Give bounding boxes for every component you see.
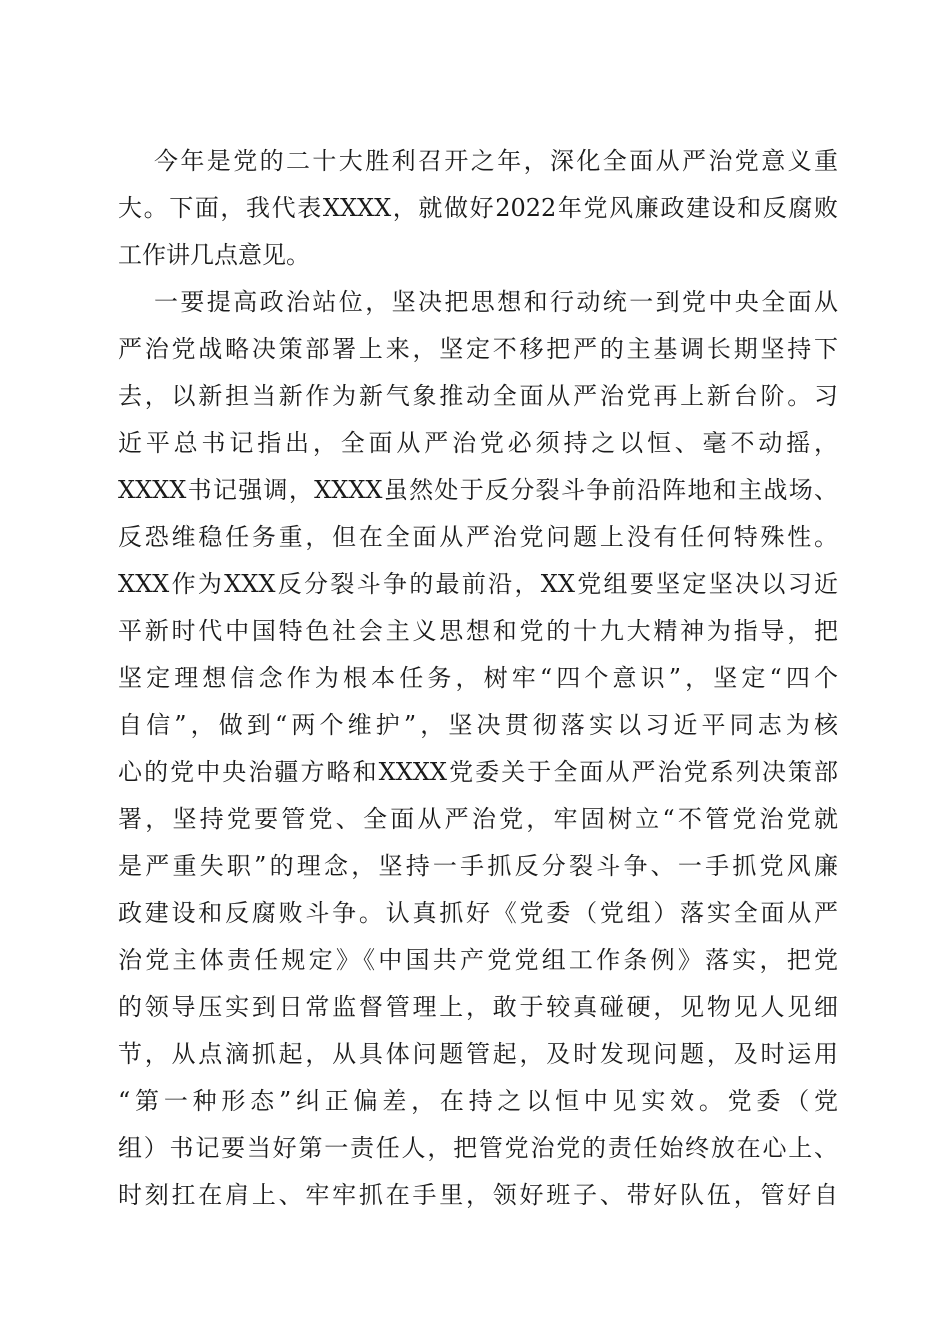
text-line: 今年是党的二十大胜利召开之年，深化全面从严治党意义重 (154, 147, 838, 175)
text-line: 政建设和反腐败斗争。认真抓好《党委（党组）落实全面从严 (118, 899, 838, 927)
text-line: 是严重失职”的理念，坚持一手抓反分裂斗争、一手抓党风廉 (118, 852, 838, 880)
text-line: 治党主体责任规定》《中国共产党党组工作条例》落实，把党 (118, 946, 838, 974)
text-line: 时刻扛在肩上、牢牢抓在手里，领好班子、带好队伍，管好自 (118, 1181, 838, 1209)
text-line: 署，坚持党要管党、全面从严治党，牢固树立“不管党治党就 (118, 805, 838, 833)
text-line: 一要提高政治站位，坚决把思想和行动统一到党中央全面从 (154, 288, 838, 316)
text-line: “第一种形态”纠正偏差，在持之以恒中见实效。党委（党 (118, 1087, 838, 1115)
text-line: 严治党战略决策部署上来，坚定不移把严的主基调长期坚持下 (118, 335, 838, 363)
paragraph-intro (118, 138, 838, 279)
text-line: 自信”，做到“两个维护”，坚决贯彻落实以习近平同志为核 (118, 711, 838, 739)
text-line: 心的党中央治疆方略和XXXX党委关于全面从严治党系列决策部 (118, 758, 838, 786)
text-line: XXXX书记强调，XXXX虽然处于反分裂斗争前沿阵地和主战场、 (118, 476, 838, 504)
text-line: 近平总书记指出，全面从严治党必须持之以恒、毫不动摇， (118, 429, 838, 457)
text-line: XXX作为XXX反分裂斗争的最前沿，XX党组要坚定坚决以习近 (118, 570, 838, 598)
text-line (118, 1219, 838, 1266)
text-line: 工作讲几点意见。 (118, 241, 310, 269)
text-line: 平新时代中国特色社会主义思想和党的十九大精神为指导，把 (118, 617, 838, 645)
text-line: 节，从点滴抓起，从具体问题管起，及时发现问题，及时运用 (118, 1040, 838, 1068)
text-line: 大。下面，我代表XXXX，就做好2022年党风廉政建设和反腐败 (118, 194, 838, 222)
text-line: 反恐维稳任务重，但在全面从严治党问题上没有任何特殊性。 (118, 523, 838, 551)
text-line: 去，以新担当新作为新气象推动全面从严治党再上新台阶。习 (118, 382, 838, 410)
text-line: 坚定理想信念作为根本任务，树牢“四个意识”，坚定“四个 (118, 664, 838, 692)
document-body (118, 138, 838, 1266)
paragraph-point-one (118, 279, 838, 1266)
text-line: 的领导压实到日常监督管理上，敢于较真碰硬，见物见人见细 (118, 993, 838, 1021)
text-line: 组）书记要当好第一责任人，把管党治党的责任始终放在心上、 (118, 1134, 838, 1162)
